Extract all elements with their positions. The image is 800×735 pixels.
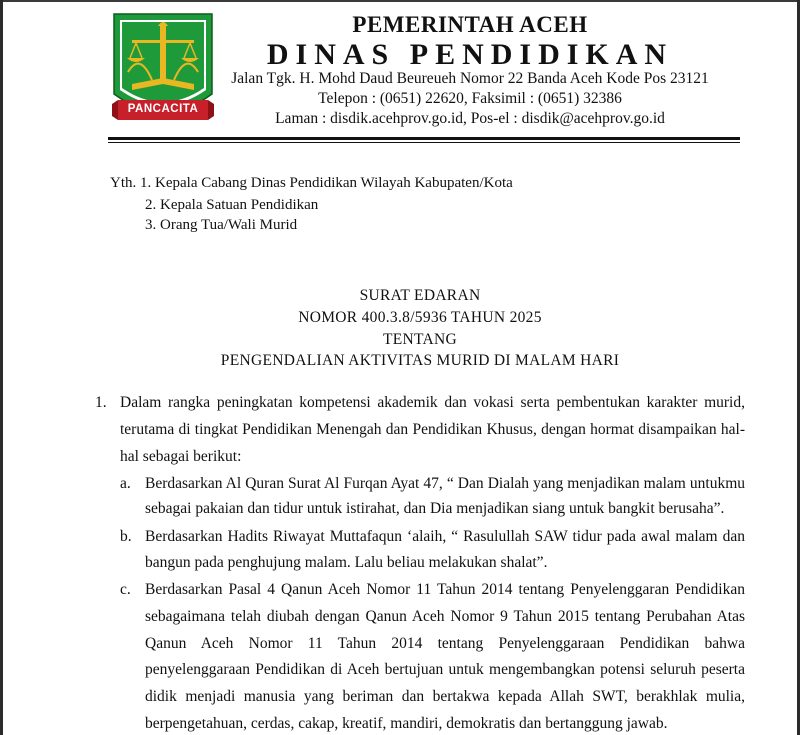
letterhead-government: PEMERINTAH ACEH — [352, 12, 588, 37]
intro-line: hal sebagai berikut: — [120, 448, 242, 465]
point-line: sebagai pakaian dan tidur untuk istirahat, dan Dia menjadikan siang untuk bangkit berusaha”. — [145, 500, 725, 517]
point-line: penyelenggaraan Pendidikan di Aceh bertujuan untuk mengembangkan potensi seluruh peserta — [145, 661, 745, 678]
point-line: sebagaimana telah diubah dengan Qanun Aceh Nomor 9 Tahun 2015 tentang Perubahan Atas — [145, 608, 745, 625]
letterhead-address: Jalan Tgk. H. Mohd Daud Beureueh Nomor 22 Banda Aceh Kode Pos 23121 — [231, 70, 709, 87]
point-line: Berdasarkan Hadits Riwayat Muttafaqun ‘alaih, “ Rasulullah SAW tidur pada awal malam dan — [145, 528, 745, 545]
intro-line: Dalam rangka peningkatan kompetensi akademik dan vokasi serta pembentukan karakter murid, — [120, 394, 745, 411]
point-line: Berdasarkan Pasal 4 Qanun Aceh Nomor 11 Tahun 2014 tentang Penyelenggaran Pendidikan — [145, 581, 745, 598]
point-label: a. — [120, 475, 131, 492]
page-left-edge — [0, 0, 3, 735]
letterhead-phone: Telepon : (0651) 22620, Faksimil : (0651) 32386 — [318, 90, 622, 107]
point-line: Berdasarkan Al Quran Surat Al Furqan Ayat 47, “ Dan Dialah yang menjadikan malam untukmu — [145, 475, 745, 492]
doc-title-subject: PENGENDALIAN AKTIVITAS MURID DI MALAM HARI — [220, 352, 620, 369]
point-line: berpengetahuan, cerdas, cakap, kreatif, mandiri, demokratis dan bertanggung jawab. — [145, 715, 668, 732]
logo-ribbon-text: PANCACITA — [127, 103, 199, 115]
paragraph-number: 1. — [95, 394, 107, 411]
recipient-3: 3. Orang Tua/Wali Murid — [145, 217, 298, 233]
point-line: didik menjadi manusia yang beriman dan bertakwa kepada Allah SWT, berakhlak mulia, — [145, 688, 745, 705]
doc-title-type: SURAT EDARAN — [359, 287, 481, 304]
point-line: Qanun Aceh Nomor 11 Tahun 2014 tentang Penyelenggaraan Pendidikan bahwa — [145, 635, 745, 652]
letterhead-web: Laman : disdik.acehprov.go.id, Pos-el : disdik@acehprov.go.id — [275, 110, 665, 127]
letterhead-thin-rule — [108, 142, 740, 143]
point-label: b. — [120, 528, 132, 545]
page-top-edge — [0, 0, 800, 2]
doc-title-number: NOMOR 400.3.8/5936 TAHUN 2025 — [298, 309, 542, 326]
letterhead-agency: DINAS PENDIDIKAN — [266, 38, 674, 71]
point-line: bangun pada penghujung malam. Lalu beliau melakukan shalat”. — [145, 554, 548, 571]
recipient-1: Yth. 1. Kepala Cabang Dinas Pendidikan Wilayah Kabupaten/Kota — [110, 175, 513, 191]
recipient-2: 2. Kepala Satuan Pendidikan — [145, 197, 319, 213]
intro-line: terutama di tingkat Pendidikan Menengah dan Pendidikan Khusus, dengan hormat disampaikan hal- — [120, 421, 745, 438]
letterhead-thick-rule — [108, 137, 740, 140]
point-label: c. — [120, 581, 131, 598]
doc-title-about: TENTANG — [382, 331, 458, 348]
